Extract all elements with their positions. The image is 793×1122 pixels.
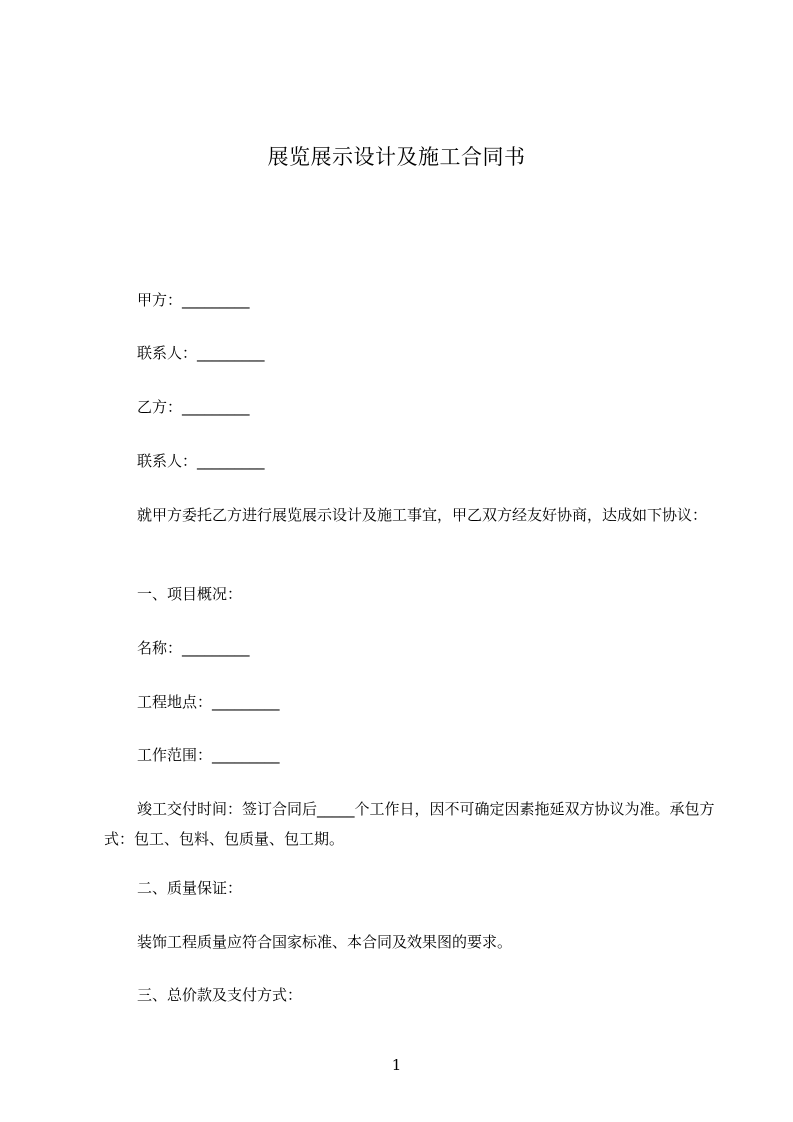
- page-number: 1: [391, 1056, 402, 1074]
- completion-paragraph: 竣工交付时间：签订合同后_____个工作日，因不可确定因素拖延双方协议为准。承包方式：包工、包料、包质量、包工期。: [104, 800, 715, 848]
- section-2-heading: 二、质量保证：: [137, 879, 243, 897]
- work-scope-line: 工作范围：_________: [137, 746, 280, 764]
- project-location-line: 工程地点：_________: [137, 693, 280, 711]
- project-name-line: 名称：_________: [137, 639, 250, 657]
- section-3-heading: 三、总价款及支付方式：: [137, 986, 303, 1004]
- party-b-line: 乙方：_________: [137, 398, 250, 416]
- contact-a-line: 联系人：_________: [137, 344, 265, 362]
- contact-b-line: 联系人：_________: [137, 452, 265, 470]
- intro-paragraph: 就甲方委托乙方进行展览展示设计及施工事宜，甲乙双方经友好协商，达成如下协议：: [137, 506, 708, 524]
- document-title: 展览展示设计及施工合同书: [267, 145, 526, 169]
- section-1-heading: 一、项目概况：: [137, 585, 243, 603]
- quality-line: 装饰工程质量应符合国家标准、本合同及效果图的要求。: [137, 933, 513, 951]
- party-a-line: 甲方：_________: [137, 291, 250, 309]
